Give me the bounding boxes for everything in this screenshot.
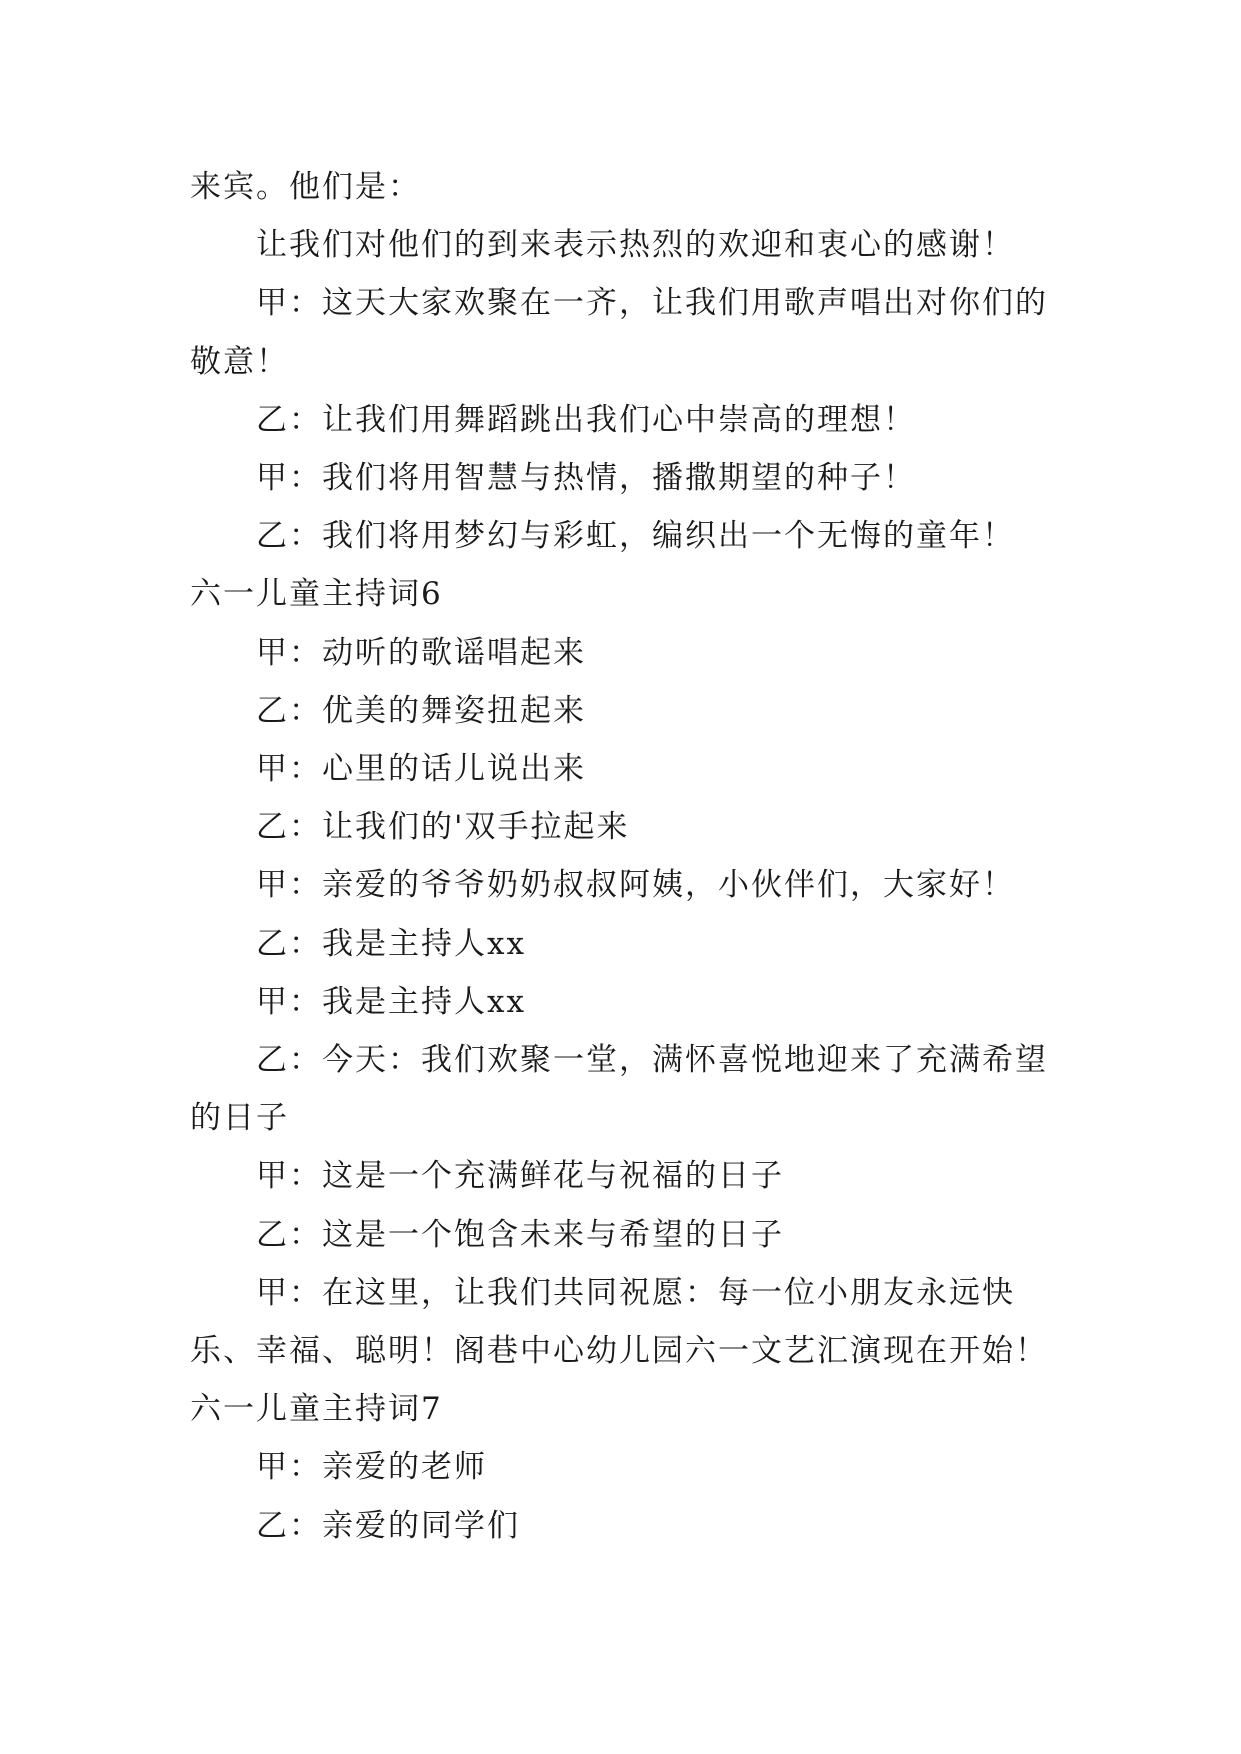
dialogue-line-jia: 甲：这是一个充满鲜花与祝福的日子 xyxy=(256,1158,784,1195)
dialogue-line-jia: 甲：我们将用智慧与热情，播撒期望的种子！ xyxy=(256,460,916,497)
dialogue-line-jia: 甲：在这里，让我们共同祝愿：每一位小朋友永远快乐、幸福、聪明！阁巷中心幼儿园六一文艺汇演现在开始！ xyxy=(190,1274,1048,1370)
section-heading: 六一儿童主持词6 xyxy=(190,576,443,613)
section-heading: 六一儿童主持词7 xyxy=(190,1391,443,1428)
dialogue-line-yi: 乙：让我们的'双手拉起来 xyxy=(256,809,630,846)
dialogue-line-yi: 乙：亲爱的同学们 xyxy=(256,1507,520,1544)
dialogue-line-yi: 乙：优美的舞姿扭起来 xyxy=(256,692,586,729)
dialogue-line-yi: 乙：我是主持人xx xyxy=(256,925,526,962)
dialogue-line-jia: 甲：我是主持人xx xyxy=(256,983,526,1020)
dialogue-line-jia: 甲：这天大家欢聚在一齐，让我们用歌声唱出对你们的敬意！ xyxy=(190,285,1048,380)
dialogue-line-yi: 乙：这是一个饱含未来与希望的日子 xyxy=(256,1216,784,1253)
dialogue-line-jia: 甲：动听的歌谣唱起来 xyxy=(256,634,586,671)
dialogue-line-jia: 甲：心里的话儿说出来 xyxy=(256,751,586,788)
dialogue-line-yi: 乙：我们将用梦幻与彩虹，编织出一个无悔的童年！ xyxy=(256,518,1015,555)
dialogue-line-yi: 乙：今天：我们欢聚一堂，满怀喜悦地迎来了充满希望的日子 xyxy=(190,1042,1048,1137)
paragraph-continuation: 来宾。他们是： xyxy=(190,169,421,205)
dialogue-line-jia: 甲：亲爱的爷爷奶奶叔叔阿姨，小伙伴们，大家好！ xyxy=(256,867,1015,904)
document-body xyxy=(190,158,1056,1555)
dialogue-line-yi: 乙：让我们用舞蹈跳出我们心中崇高的理想！ xyxy=(256,401,916,438)
dialogue-line-jia: 甲：亲爱的老师 xyxy=(256,1449,487,1486)
paragraph: 让我们对他们的到来表示热烈的欢迎和衷心的感谢！ xyxy=(256,227,1015,264)
